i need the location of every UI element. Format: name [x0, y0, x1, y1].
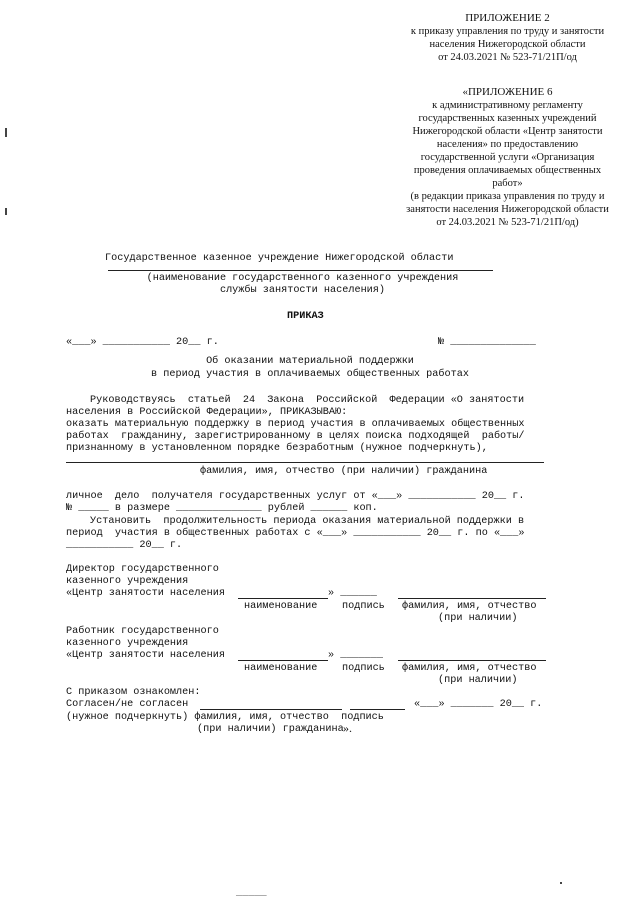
body-line-4: работах гражданину, зарегистрированному в целях поиска подходящей работы/	[66, 431, 525, 442]
director-caption-name: наименование	[244, 601, 318, 612]
director-caption-fio-2: (при наличии)	[438, 613, 518, 624]
director-name-underline	[238, 598, 328, 599]
appendix6-line-4: населения» по предоставлению	[436, 139, 579, 150]
appendix6-title: «ПРИЛОЖЕНИЕ 6	[462, 86, 553, 98]
director-sign-tail: » ______	[328, 588, 377, 599]
appendix6-line-1: к административному регламенту	[432, 100, 583, 111]
appendix2-line-2: населения Нижегородской области	[429, 39, 586, 50]
director-line-1: Директор государственного	[66, 564, 219, 575]
ack-line-4: (при наличии) гражданина	[197, 724, 344, 735]
appendix6-block	[385, 86, 630, 229]
worker-caption-fio-2: (при наличии)	[438, 675, 518, 686]
body-line-6: личное дело получателя государственных услуг от «___» ___________ 20__ г.	[66, 491, 525, 502]
fio-underline	[66, 462, 544, 463]
appendix2-line-3: от 24.03.2021 № 523-71/21П/од	[438, 52, 577, 63]
director-caption-fio: фамилия, имя, отчество	[402, 601, 537, 612]
appendix6-line-7: работ»	[492, 178, 523, 189]
order-subject-2: в период участия в оплачиваемых общественных работах	[151, 369, 469, 380]
worker-line-2: казенного учреждения	[66, 638, 189, 649]
body-line-8: Установить продолжительность периода оказания материальной поддержки в	[90, 516, 525, 527]
appendix2-line-1: к приказу управления по труду и занятости	[410, 26, 605, 37]
body-line-5: признанному в установленном порядке безработным (нужное подчеркнуть),	[66, 443, 488, 454]
appendix6-line-5: государственной услуги «Организация	[420, 152, 595, 163]
ack-sign-underline	[350, 709, 405, 710]
appendix2-block	[385, 12, 630, 64]
institution-underline	[108, 270, 493, 271]
appendix6-line-2: государственных казенных учреждений	[418, 113, 597, 124]
appendix6-line-10: от 24.03.2021 № 523-71/21П/од)	[436, 217, 579, 228]
worker-caption-sign: подпись	[342, 663, 385, 674]
institution-caption-1: (наименование государственного казенного учреждения	[146, 273, 459, 284]
page-marker: _____	[236, 888, 267, 899]
order-number-line: № ______________	[438, 337, 536, 348]
ack-line-1: С приказом ознакомлен:	[66, 687, 201, 698]
order-date-line: «___» ___________ 20__ г.	[66, 337, 219, 348]
director-fio-underline	[398, 598, 546, 599]
order-subject-1: Об оказании материальной поддержки	[206, 356, 414, 367]
worker-fio-underline	[398, 660, 546, 661]
ack-date: «___» _______ 20__ г.	[414, 699, 543, 710]
body-line-3: оказать материальную поддержку в период участия в оплачиваемых общественных	[66, 419, 525, 430]
worker-caption-name: наименование	[244, 663, 318, 674]
ack-close-quote: ».	[343, 721, 352, 735]
body-line-2: населения в Российской Федерации», ПРИКАЗЫВАЮ:	[66, 407, 348, 418]
worker-sign-tail: » _______	[328, 650, 384, 661]
scan-mark-left-2	[5, 208, 7, 215]
director-line-3: «Центр занятости населения	[66, 588, 225, 599]
scan-mark-bottom-right	[560, 882, 562, 884]
ack-line-3: (нужное подчеркнуть) фамилия, имя, отчество подпись	[66, 712, 384, 723]
fio-caption: фамилия, имя, отчество (при наличии) гражданина	[200, 466, 488, 477]
director-caption-sign: подпись	[342, 601, 385, 612]
worker-line-3: «Центр занятости населения	[66, 650, 225, 661]
worker-line-1: Работник государственного	[66, 626, 219, 637]
appendix6-line-3: Нижегородской области «Центр занятости	[412, 126, 603, 137]
body-line-1: Руководствуясь статьей 24 Закона Российской Федерации «О занятости	[90, 395, 525, 406]
appendix6-line-9: занятости населения Нижегородской области	[406, 204, 609, 215]
appendix6-line-6: проведения оплачиваемых общественных	[413, 165, 602, 176]
worker-caption-fio: фамилия, имя, отчество	[402, 663, 537, 674]
ack-fio-underline	[200, 709, 342, 710]
director-line-2: казенного учреждения	[66, 576, 189, 587]
ack-line-2: Согласен/не согласен	[66, 699, 189, 710]
body-line-10: ___________ 20__ г.	[66, 540, 183, 551]
body-line-9: период участия в общественных работах с «___» ___________ 20__ г. по «___»	[66, 528, 525, 539]
scan-mark-left	[5, 128, 7, 137]
appendix6-line-8: (в редакции приказа управления по труду и	[410, 191, 605, 202]
worker-name-underline	[238, 660, 328, 661]
institution-name: Государственное казенное учреждение Нижегородской области	[105, 253, 454, 264]
order-title: ПРИКАЗ	[287, 311, 324, 322]
body-line-7: № _____ в размере ______________ рублей ______ коп.	[66, 503, 378, 514]
appendix2-title: ПРИЛОЖЕНИЕ 2	[465, 12, 550, 24]
institution-caption-2: службы занятости населения)	[219, 285, 386, 296]
